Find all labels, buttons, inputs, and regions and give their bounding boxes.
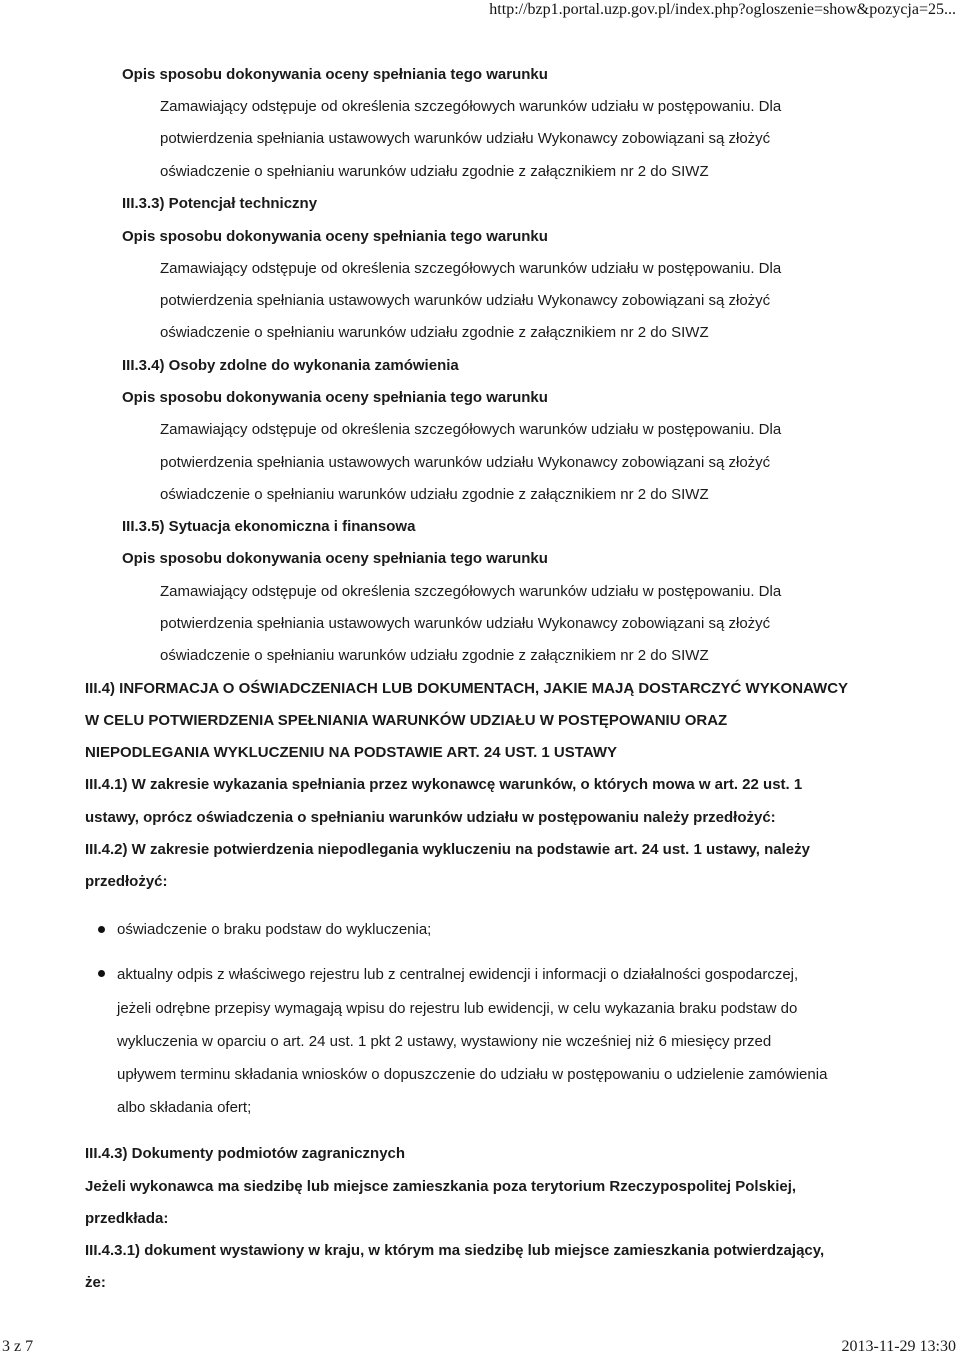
condition-text-line: Zamawiający odstępuje od określenia szczegółowych warunków udziału w postępowaniu. Dla (160, 421, 782, 438)
condition-text-line: potwierdzenia spełniania ustawowych warunków udziału Wykonawcy zobowiązani są złożyć (160, 292, 771, 309)
list-item: aktualny odpis z właściwego rejestru lub z centralnej ewidencji i informacji o działalności gospodarczej, (117, 966, 799, 983)
list-item: upływem terminu składania wniosków o dopuszczenie do udziału w postępowaniu o udzielenie zamówienia (117, 1066, 828, 1083)
print-timestamp: 2013-11-29 13:30 (841, 1338, 956, 1355)
section-heading-iii-4-3-1: że: (85, 1274, 106, 1291)
section-heading-iii-4-2: przedłożyć: (85, 873, 168, 890)
page-url-header: http://bzp1.portal.uzp.gov.pl/index.php?ogloszenie=show&pozycja=25... (489, 1, 956, 18)
list-item: oświadczenie o braku podstaw do wykluczenia; (117, 921, 432, 938)
section-heading-iii-4-1: ustawy, oprócz oświadczenia o spełnianiu warunków udziału w postępowaniu należy przedłożyć: (85, 809, 776, 826)
bullet-icon (98, 970, 105, 977)
section-text-iii-4-3: Jeżeli wykonawca ma siedzibę lub miejsce zamieszkania poza terytorium Rzeczypospolitej Polskiej, (85, 1178, 797, 1195)
list-item: jeżeli odrębne przepisy wymagają wpisu do rejestru lub ewidencji, w celu wykazania braku podstaw do (117, 1000, 798, 1017)
condition-text-line: potwierdzenia spełniania ustawowych warunków udziału Wykonawcy zobowiązani są złożyć (160, 454, 771, 471)
condition-description-heading: Opis sposobu dokonywania oceny spełniania tego warunku (122, 389, 548, 406)
condition-text-line: oświadczenie o spełnianiu warunków udziału zgodnie z załącznikiem nr 2 do SIWZ (160, 486, 709, 503)
condition-text-line: Zamawiający odstępuje od określenia szczegółowych warunków udziału w postępowaniu. Dla (160, 98, 782, 115)
condition-text-line: potwierdzenia spełniania ustawowych warunków udziału Wykonawcy zobowiązani są złożyć (160, 615, 771, 632)
condition-text-line: Zamawiający odstępuje od określenia szczegółowych warunków udziału w postępowaniu. Dla (160, 260, 782, 277)
condition-description-heading: Opis sposobu dokonywania oceny spełniania tego warunku (122, 66, 548, 83)
condition-description-heading: Opis sposobu dokonywania oceny spełniania tego warunku (122, 228, 548, 245)
condition-text-line: potwierdzenia spełniania ustawowych warunków udziału Wykonawcy zobowiązani są złożyć (160, 130, 771, 147)
section-heading-iii-3-5: III.3.5) Sytuacja ekonomiczna i finansowa (122, 518, 416, 535)
section-heading-iii-4-2: III.4.2) W zakresie potwierdzenia niepodlegania wykluczeniu na podstawie art. 24 ust. 1 ustawy, należy (85, 841, 810, 858)
section-heading-iii-4: W CELU POTWIERDZENIA SPEŁNIANIA WARUNKÓW UDZIAŁU W POSTĘPOWANIU ORAZ (85, 712, 728, 729)
list-item: albo składania ofert; (117, 1099, 252, 1116)
bullet-icon (98, 926, 105, 933)
section-text-iii-4-3: przedkłada: (85, 1210, 169, 1227)
condition-description-heading: Opis sposobu dokonywania oceny spełniania tego warunku (122, 550, 548, 567)
condition-text-line: oświadczenie o spełnianiu warunków udziału zgodnie z załącznikiem nr 2 do SIWZ (160, 324, 709, 341)
section-heading-iii-4-3-1: III.4.3.1) dokument wystawiony w kraju, w którym ma siedzibę lub miejsce zamieszkania potwierdzający, (85, 1242, 825, 1259)
condition-text-line: Zamawiający odstępuje od określenia szczegółowych warunków udziału w postępowaniu. Dla (160, 583, 782, 600)
condition-text-line: oświadczenie o spełnianiu warunków udziału zgodnie z załącznikiem nr 2 do SIWZ (160, 163, 709, 180)
page-indicator: 3 z 7 (2, 1338, 34, 1355)
section-heading-iii-3-4: III.3.4) Osoby zdolne do wykonania zamówienia (122, 357, 459, 374)
list-item: wykluczenia w oparciu o art. 24 ust. 1 pkt 2 ustawy, wystawiony nie wcześniej niż 6 miesięcy przed (117, 1033, 772, 1050)
section-heading-iii-4-1: III.4.1) W zakresie wykazania spełniania przez wykonawcę warunków, o których mowa w art. 22 ust. 1 (85, 776, 803, 793)
section-heading-iii-4: III.4) INFORMACJA O OŚWIADCZENIACH LUB DOKUMENTACH, JAKIE MAJĄ DOSTARCZYĆ WYKONAWCY (85, 680, 849, 697)
section-heading-iii-4: NIEPODLEGANIA WYKLUCZENIU NA PODSTAWIE ART. 24 UST. 1 USTAWY (85, 744, 617, 761)
section-heading-iii-3-3: III.3.3) Potencjał techniczny (122, 195, 318, 212)
condition-text-line: oświadczenie o spełnianiu warunków udziału zgodnie z załącznikiem nr 2 do SIWZ (160, 647, 709, 664)
section-heading-iii-4-3: III.4.3) Dokumenty podmiotów zagranicznych (85, 1145, 406, 1162)
